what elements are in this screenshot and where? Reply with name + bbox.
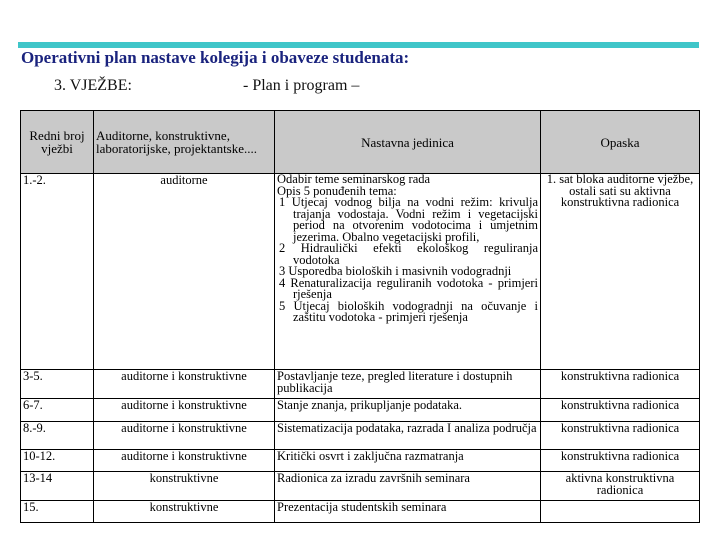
cell-broj: 3-5. — [21, 370, 94, 399]
table-header-row — [21, 111, 700, 174]
cell-jedinica: Stanje znanja, prikupljanje podataka. — [275, 399, 541, 422]
topic-list — [277, 197, 538, 324]
cell-broj: 1.-2. — [21, 174, 94, 370]
cell-jedinica: Prezentacija studentskih seminara — [275, 501, 541, 523]
cell-opaska: konstruktivna radionica — [541, 399, 700, 422]
list-item: 2 Hidraulički efekti ekološkog reguliranja vodotoka — [279, 241, 538, 267]
table-row — [21, 501, 700, 523]
header-auditorne: Auditorne, konstruktivne, laboratorijske, projektantske.... — [94, 111, 275, 174]
cell-jedinica: Kritički osvrt i zaključna razmatranja — [275, 450, 541, 472]
cell-jedinica: Postavljanje teze, pregled literature i dostupnih publikacija — [275, 370, 541, 399]
list-item: 3 Usporedba bioloških i masivnih vodogradnji — [279, 264, 512, 278]
cell-jedinica: Radionica za izradu završnih seminara — [275, 472, 541, 501]
cell-opaska: 1. sat bloka auditorne vježbe, ostali sati su aktivna konstruktivna radionica — [541, 174, 700, 370]
cell-tip: auditorne i konstruktivne — [94, 422, 275, 450]
list-item: 1 Utjecaj vodnog bilja na vodni režim: krivulja trajanja vodostaja. Vodni režim i vegetacijski period na otvorenim vodotocima i umjetnim jezerima. Obalno vegetacijski profili, — [279, 195, 538, 244]
cell-tip: auditorne i konstruktivne — [94, 370, 275, 399]
table-row — [21, 422, 700, 450]
header-nastavna-jedinica: Nastavna jedinica — [275, 111, 541, 174]
cell-tip: konstruktivne — [94, 472, 275, 501]
cell-broj: 10-12. — [21, 450, 94, 472]
program-heading: - Plan i program – — [243, 77, 360, 94]
header-redni-broj: Redni broj vježbi — [21, 111, 94, 174]
header-opaska: Opaska — [541, 111, 700, 174]
cell-opaska: aktivna konstruktivna radionica — [541, 472, 700, 501]
jedinica-intro: Odabir teme seminarskog rada Opis 5 ponuđenih tema: — [277, 172, 431, 198]
section-heading: 3. VJEŽBE: — [54, 77, 132, 94]
table-row — [21, 399, 700, 422]
table-row — [21, 370, 700, 399]
plan-table — [20, 110, 700, 523]
cell-broj: 15. — [21, 501, 94, 523]
cell-opaska: konstruktivna radionica — [541, 422, 700, 450]
cell-tip: auditorne i konstruktivne — [94, 450, 275, 472]
cell-opaska — [541, 501, 700, 523]
cell-broj: 6-7. — [21, 399, 94, 422]
cell-jedinica: Sistematizacija podataka, razrada I analiza područja — [275, 422, 541, 450]
cell-jedinica — [275, 174, 541, 370]
cell-broj: 8.-9. — [21, 422, 94, 450]
cell-tip: auditorne — [94, 174, 275, 370]
cell-tip: auditorne i konstruktivne — [94, 399, 275, 422]
cell-tip: konstruktivne — [94, 501, 275, 523]
list-item: 4 Renaturalizacija reguliranih vodotoka - primjeri rješenja — [279, 275, 538, 301]
list-item: 5 Utjecaj bioloških vodogradnji na očuvanje i zaštitu vodotoka - primjeri rješenja — [279, 298, 538, 324]
table-row — [21, 174, 700, 370]
cell-opaska: konstruktivna radionica — [541, 450, 700, 472]
cell-opaska: konstruktivna radionica — [541, 370, 700, 399]
page-title: Operativni plan nastave kolegija i obaveze studenata: — [21, 48, 410, 67]
table-row — [21, 450, 700, 472]
table-row — [21, 472, 700, 501]
cell-broj: 13-14 — [21, 472, 94, 501]
